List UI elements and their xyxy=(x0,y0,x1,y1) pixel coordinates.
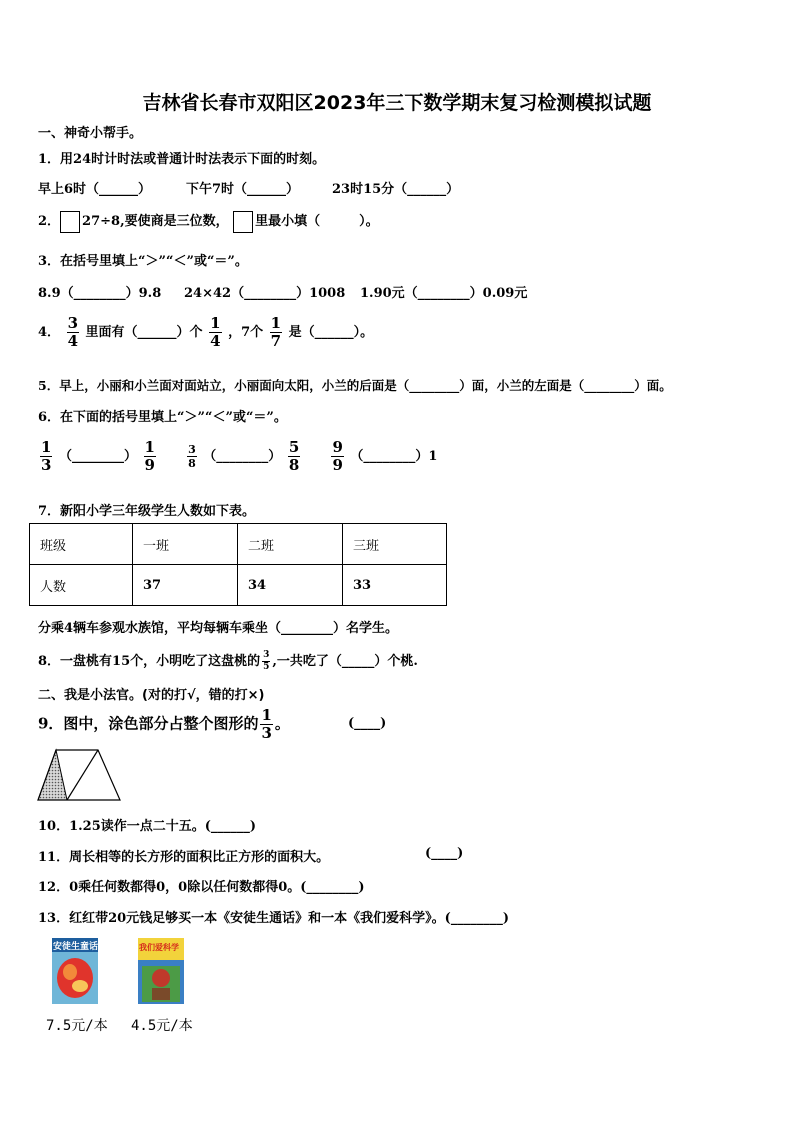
question-13[interactable]: 13．红红带20元钱足够买一本《安徒生通话》和一本《我们爱科学》。(________) xyxy=(38,911,509,926)
q3-compare-c[interactable]: 1.90元（________）0.09元 xyxy=(360,286,528,301)
table-cell: 二班 xyxy=(238,524,343,565)
book-1-title: 安徒生童话 xyxy=(53,942,99,952)
table-cell: 33 xyxy=(343,565,447,606)
q6-comparisons xyxy=(38,440,437,473)
q9-fraction-1-3: $\frac{1}{3}$ xyxy=(261,706,272,742)
question-4 xyxy=(38,316,373,349)
book-andersen-cover xyxy=(52,938,98,1004)
q4-text-3[interactable]: 是（______）。 xyxy=(288,325,374,340)
q6-blank-3[interactable]: （________） xyxy=(350,449,429,464)
q6-fraction-5-8: $\frac{5}{8}$ xyxy=(288,438,300,474)
trapezoid-figure xyxy=(36,748,122,804)
q1-blank-c[interactable]: 23时15分（______） xyxy=(332,182,460,197)
table-cell: 34 xyxy=(238,565,343,606)
q4-text-2: ，7个 xyxy=(228,325,264,340)
q7-follow-up[interactable]: 分乘4辆车参观水族馆，平均每辆车乘坐（________）名学生。 xyxy=(38,621,399,636)
students-table xyxy=(29,523,447,606)
q9-answer-blank[interactable]: (____) xyxy=(348,716,387,731)
q3-compare-a[interactable]: 8.9（________）9.8 xyxy=(38,286,162,301)
q6-fraction-9-9: $\frac{9}{9}$ xyxy=(332,438,343,474)
q2-number: 2． xyxy=(38,214,61,229)
q6-fraction-3-8: $\frac{3}{8}$ xyxy=(188,443,196,470)
q9-text-post: 。 xyxy=(274,714,290,733)
q4-fraction-3-4: $\frac{3}{4}$ xyxy=(67,314,79,350)
q8-fraction-3-5: $\frac{3}{5}$ xyxy=(263,650,270,672)
table-cell: 一班 xyxy=(133,524,238,565)
q11-answer-blank[interactable]: (____) xyxy=(425,846,464,861)
q2-middle-text: 27÷8,要使商是三位数， xyxy=(82,214,229,229)
book-2-price: 4.5元/本 xyxy=(131,1018,193,1034)
question-1: 1．用24时计时法或普通计时法表示下面的时刻。 xyxy=(38,152,326,167)
table-cell: 三班 xyxy=(343,524,447,565)
q6-fraction-1-9: $\frac{1}{9}$ xyxy=(144,438,155,474)
question-9 xyxy=(38,708,290,741)
question-5[interactable]: 5．早上，小丽和小兰面对面站立，小丽面向太阳，小兰的后面是（________）面，小兰的左面是（________）面。 xyxy=(38,378,672,393)
section-1-heading: 一、神奇小帮手。 xyxy=(38,126,143,141)
q1-blank-b[interactable]: 下午7时（______） xyxy=(186,182,300,197)
question-7: 7．新阳小学三年级学生人数如下表。 xyxy=(38,504,256,519)
question-11: 11．周长相等的长方形的面积比正方形的面积大。 xyxy=(38,850,330,865)
table-cell: 人数 xyxy=(30,565,133,606)
question-2 xyxy=(38,210,379,233)
q4-text-1[interactable]: 里面有（______）个 xyxy=(85,325,203,340)
q2-digit-box[interactable] xyxy=(60,211,80,233)
q6-fraction-1-3: $\frac{1}{3}$ xyxy=(41,438,52,474)
q9-text-pre: 9．图中，涂色部分占整个图形的 xyxy=(38,714,259,733)
q6-blank-1[interactable]: （________） xyxy=(58,449,137,464)
book-2-title: 我们爱科学 xyxy=(139,943,179,952)
q3-compare-b[interactable]: 24×42（________）1008 xyxy=(184,286,346,301)
q2-digit-box-2[interactable] xyxy=(233,211,253,233)
question-8[interactable] xyxy=(38,650,418,672)
q8-text-post: ,一共吃了（_____）个桃. xyxy=(272,654,418,669)
q1-blank-a[interactable]: 早上6时（______） xyxy=(38,182,152,197)
q4-fraction-1-4: $\frac{1}{4}$ xyxy=(210,314,221,350)
table-cell: 37 xyxy=(133,565,238,606)
shaded-triangle xyxy=(38,750,67,800)
table-row xyxy=(30,565,447,606)
book-1-price: 7.5元/本 xyxy=(46,1018,108,1034)
q2-tail-text: 里最小填（ ）。 xyxy=(255,214,379,229)
q4-number: 4． xyxy=(38,325,61,340)
table-cell: 班级 xyxy=(30,524,133,565)
book-science-cover xyxy=(138,938,184,1004)
q8-text-pre: 8．一盘桃有15个，小明吃了这盘桃的 xyxy=(38,654,261,669)
section-2-heading: 二、我是小法官。(对的打√，错的打×) xyxy=(38,688,265,703)
question-3: 3．在括号里填上“＞”“＜”或“＝”。 xyxy=(38,254,248,269)
question-10[interactable]: 10．1.25读作一点二十五。(______) xyxy=(38,819,257,834)
q6-one: 1 xyxy=(428,449,438,464)
question-12[interactable]: 12．0乘任何数都得0，0除以任何数都得0。(________) xyxy=(38,880,365,895)
question-6: 6．在下面的括号里填上“＞”“＜”或“＝”。 xyxy=(38,410,287,425)
page-title: 吉林省长春市双阳区2023年三下数学期末复习检测模拟试题 xyxy=(142,92,652,114)
q6-blank-2[interactable]: （________） xyxy=(203,449,282,464)
q4-fraction-1-7: $\frac{1}{7}$ xyxy=(270,314,282,350)
table-row xyxy=(30,524,447,565)
diagonal-line xyxy=(67,750,98,800)
